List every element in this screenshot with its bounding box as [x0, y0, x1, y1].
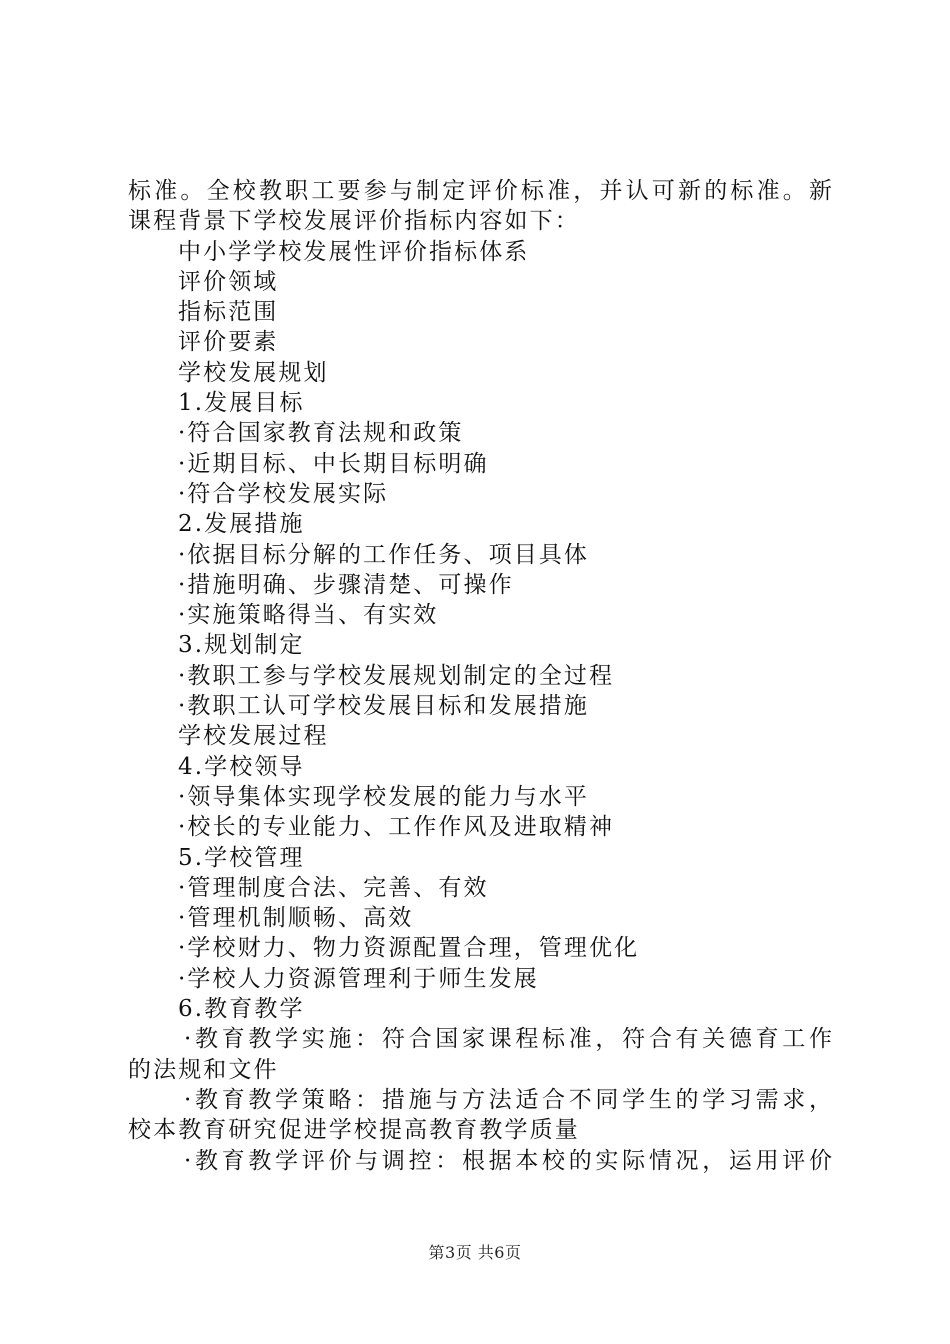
bullet-item: ·教育教学评价与调控：根据本校的实际情况，运用评价 [184, 1147, 832, 1174]
section-heading: 6.教育教学 [178, 996, 305, 1023]
bullet-item: ·领导集体实现学校发展的能力与水平 [178, 783, 590, 810]
section-heading: 4.学校领导 [178, 753, 305, 780]
section-heading: 3.规划制定 [178, 632, 305, 659]
bullet-item: ·依据目标分解的工作任务、项目具体 [178, 541, 590, 568]
document-body [128, 176, 832, 1176]
bullet-item: ·符合学校发展实际 [178, 480, 389, 507]
bullet-continuation: 的法规和文件 [128, 1056, 279, 1083]
bullet-item: ·实施策略得当、有实效 [178, 602, 439, 629]
bullet-item: ·教职工参与学校发展规划制定的全过程 [178, 662, 615, 689]
bullet-item: ·近期目标、中长期目标明确 [178, 450, 489, 477]
table-title: 中小学学校发展性评价指标体系 [178, 238, 530, 265]
section-heading: 5.学校管理 [178, 844, 305, 871]
bullet-item: ·管理机制顺畅、高效 [178, 905, 414, 932]
bullet-item: ·符合国家教育法规和政策 [178, 420, 464, 447]
page-footer: 第3页 共6页 [428, 1243, 522, 1262]
domain-heading: 学校发展过程 [178, 723, 329, 750]
domain-heading: 学校发展规划 [178, 359, 329, 386]
bullet-item: ·校长的专业能力、工作作风及进取精神 [178, 814, 615, 841]
bullet-continuation: 校本教育研究促进学校提高教育教学质量 [128, 1117, 580, 1144]
column-heading: 指标范围 [178, 299, 279, 326]
column-heading: 评价要素 [178, 329, 279, 356]
column-heading: 评价领域 [178, 268, 279, 295]
section-heading: 1.发展目标 [178, 390, 305, 417]
section-heading: 2.发展措施 [178, 511, 305, 538]
bullet-item: ·学校人力资源管理利于师生发展 [178, 965, 539, 992]
bullet-item: ·教育教学实施：符合国家课程标准，符合有关德育工作 [184, 1026, 832, 1053]
paragraph-line: 课程背景下学校发展评价指标内容如下： [128, 208, 580, 235]
bullet-item: ·管理制度合法、完善、有效 [178, 874, 489, 901]
bullet-item: ·教职工认可学校发展目标和发展措施 [178, 693, 590, 720]
bullet-item: ·学校财力、物力资源配置合理，管理优化 [178, 935, 640, 962]
paragraph-line: 标准。全校教职工要参与制定评价标准，并认可新的标准。新 [128, 178, 832, 204]
bullet-item: ·措施明确、步骤清楚、可操作 [178, 571, 514, 598]
bullet-item: ·教育教学策略：措施与方法适合不同学生的学习需求， [184, 1086, 832, 1113]
